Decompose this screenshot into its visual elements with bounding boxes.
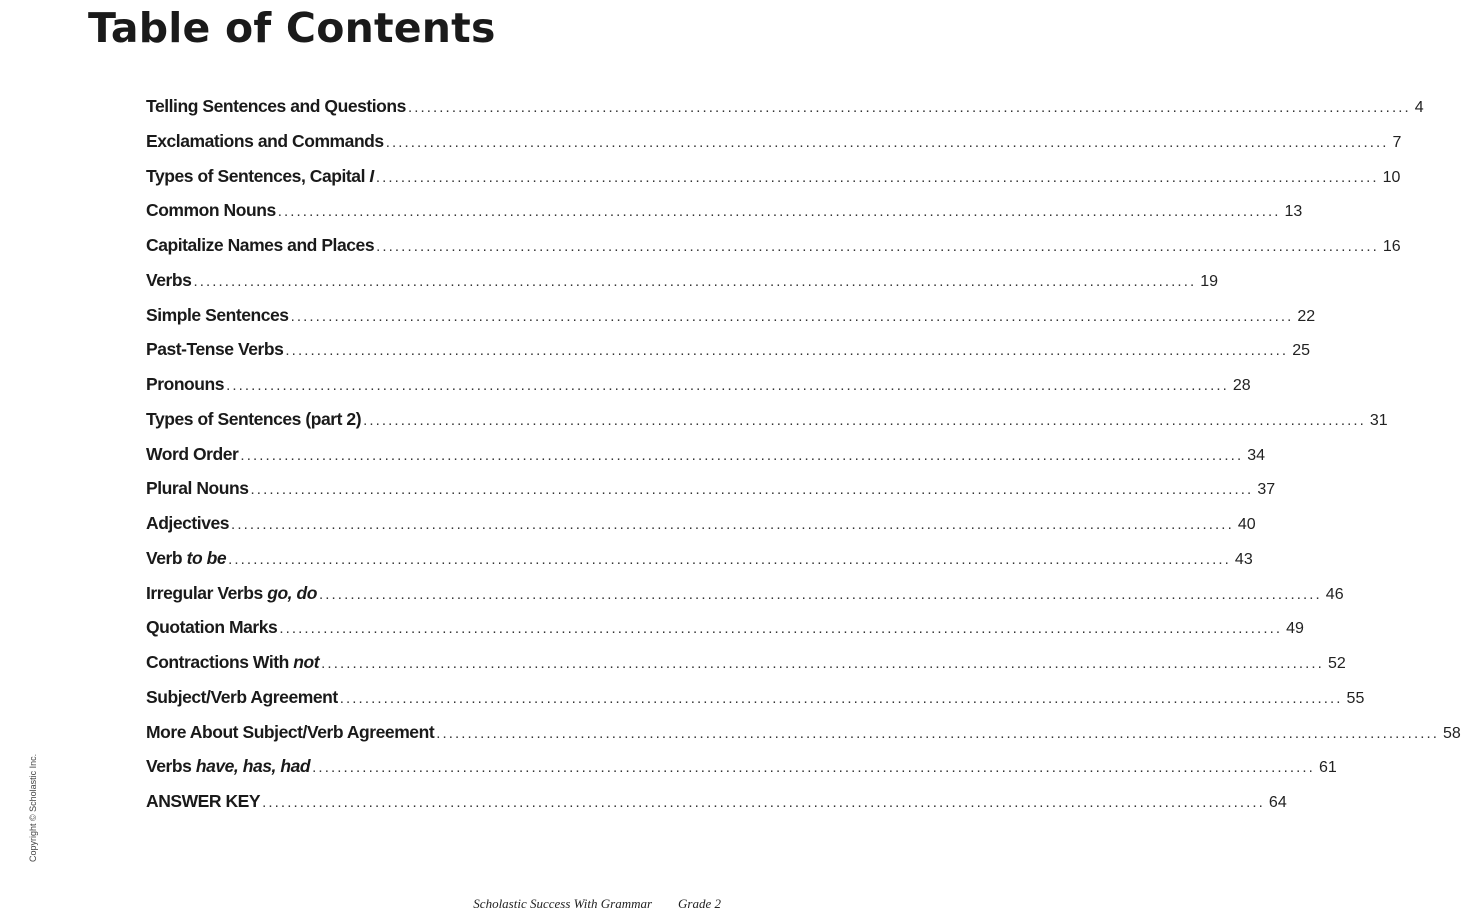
toc-page-number: 28: [1232, 377, 1251, 394]
dot-leader: ................................................................................................................................................................: [285, 342, 1289, 360]
toc-entry: [146, 652, 1346, 687]
toc-entry: [146, 443, 1266, 479]
footer-book-title: Scholastic Success With Grammar: [473, 896, 653, 911]
toc-page-number: 58: [1443, 724, 1461, 742]
toc-page-number: 64: [1268, 794, 1287, 811]
dot-leader: ................................................................................................................................................................: [228, 550, 1231, 568]
toc-page-number: 31: [1369, 411, 1388, 429]
dot-leader: ................................................................................................................................................................: [321, 655, 1324, 672]
toc-entry-title-text: Word Order: [146, 443, 239, 464]
toc-entry-title: [146, 409, 361, 430]
toc-entry-title-text: More About Subject/Verb Agreement: [146, 721, 435, 742]
toc-entry-title-text: Verbs: [146, 756, 196, 777]
toc-entry-title-text: Verb: [146, 547, 187, 568]
toc-page-number: 19: [1200, 272, 1219, 290]
toc-entry-title: [146, 791, 260, 812]
toc-page-number: 25: [1292, 342, 1310, 360]
toc-entry: [146, 339, 1310, 374]
toc-page-number: 22: [1297, 307, 1316, 325]
toc-entry-title-italic: go, do: [267, 582, 317, 603]
toc-entry: [146, 478, 1276, 513]
toc-page-number: 34: [1247, 446, 1266, 464]
dot-leader: ................................................................................................................................................................: [375, 168, 1379, 186]
toc-page-number: 16: [1382, 238, 1401, 255]
toc-page-number: 10: [1382, 168, 1401, 186]
toc-entry-title: [146, 513, 229, 534]
toc-page-number: 52: [1327, 655, 1346, 672]
toc-page-number: 37: [1257, 481, 1276, 499]
dot-leader: ................................................................................................................................................................: [339, 689, 1343, 707]
toc-entry-title: [146, 478, 249, 499]
dot-leader: ................................................................................................................................................................: [407, 99, 1411, 116]
dot-leader: ................................................................................................................................................................: [250, 481, 1254, 499]
toc-entry: [146, 304, 1316, 340]
toc-entry-title-text: Capitalize Names and Places: [146, 235, 375, 255]
toc-entry-title-text: Exclamations and Commands: [146, 130, 384, 151]
toc-entry-title: [146, 617, 277, 638]
toc-entry-title: [146, 722, 434, 743]
toc-entry: [146, 269, 1219, 305]
dot-leader: ................................................................................................................................................................: [363, 411, 1366, 429]
toc-entry-title: [146, 756, 310, 777]
dot-leader: ................................................................................................................................................................: [226, 377, 1229, 394]
toc-entry-title-text: Past-Tense Verbs: [146, 339, 284, 360]
dot-leader: ................................................................................................................................................................: [277, 203, 1281, 221]
footer-grade: Grade 2: [678, 896, 721, 911]
toc-entry: [146, 756, 1337, 791]
toc-entry: [146, 617, 1304, 652]
table-of-contents: [146, 96, 1461, 826]
toc-entry: [146, 165, 1401, 201]
toc-entry: [146, 130, 1402, 166]
toc-entry: [146, 513, 1256, 548]
toc-entry-title: [146, 652, 319, 673]
toc-entry: [146, 374, 1251, 409]
toc-entry: [146, 791, 1287, 826]
copyright-notice: Copyright © Scholastic Inc.: [28, 753, 38, 862]
toc-page-number: 49: [1286, 620, 1304, 638]
toc-entry: [146, 721, 1461, 757]
dot-leader: ................................................................................................................................................................: [436, 724, 1440, 742]
page-footer: [473, 896, 721, 912]
toc-entry-title: [146, 166, 374, 187]
toc-page-number: 46: [1325, 585, 1344, 603]
dot-leader: ................................................................................................................................................................: [376, 238, 1379, 255]
toc-entry-title-text: ANSWER KEY: [146, 791, 261, 811]
toc-page-number: 40: [1237, 516, 1256, 533]
dot-leader: ................................................................................................................................................................: [385, 133, 1389, 151]
toc-entry-title: [146, 444, 238, 465]
toc-entry-title: [146, 131, 384, 152]
dot-leader: ................................................................................................................................................................: [290, 307, 1294, 325]
dot-leader: ................................................................................................................................................................: [312, 759, 1315, 777]
toc-entry-title: [146, 374, 224, 395]
toc-entry: [146, 96, 1424, 131]
toc-entry-title: [146, 583, 317, 604]
toc-entry-title-text: Telling Sentences and Questions: [146, 96, 406, 116]
toc-entry-title: [146, 270, 191, 291]
toc-entry-title-text: Types of Sentences, Capital: [146, 165, 370, 186]
toc-entry-title-text: Common Nouns: [146, 200, 276, 221]
dot-leader: ................................................................................................................................................................: [240, 446, 1244, 464]
toc-page-number: 43: [1234, 550, 1253, 568]
toc-entry-title: [146, 200, 276, 221]
toc-entry-title: [146, 305, 289, 326]
dot-leader: ................................................................................................................................................................: [262, 794, 1265, 811]
toc-entry-title-italic: I: [369, 165, 374, 186]
toc-entry-title: [146, 687, 338, 708]
toc-page-number: 4: [1414, 99, 1424, 116]
toc-entry-title: [146, 548, 226, 569]
toc-page-number: 55: [1346, 689, 1365, 707]
toc-entry-title-text: Verbs: [146, 269, 192, 290]
toc-entry-title-text: Plural Nouns: [146, 478, 249, 499]
toc-entry: [146, 200, 1303, 235]
toc-entry: [146, 408, 1388, 444]
toc-entry-title-italic: not: [293, 652, 320, 672]
toc-entry-title-italic: have, has, had: [195, 756, 311, 777]
toc-entry: [146, 235, 1401, 270]
toc-entry-title-text: Subject/Verb Agreement: [146, 686, 338, 707]
page-title: Table of Contents: [88, 4, 496, 52]
toc-entry-title-text: Contractions With: [146, 652, 294, 672]
toc-entry-title-italic: to be: [186, 547, 227, 568]
toc-entry-title-text: Quotation Marks: [146, 617, 278, 638]
toc-entry: [146, 547, 1253, 583]
toc-entry-title-text: Types of Sentences (part 2): [146, 408, 362, 429]
toc-entry-title: [146, 235, 374, 256]
toc-page-number: 7: [1392, 133, 1402, 151]
toc-entry-title-text: Simple Sentences: [146, 304, 289, 325]
dot-leader: ................................................................................................................................................................: [319, 585, 1322, 603]
dot-leader: ................................................................................................................................................................: [193, 272, 1197, 290]
dot-leader: ................................................................................................................................................................: [231, 516, 1234, 533]
toc-entry-title-text: Pronouns: [146, 374, 225, 394]
toc-entry: [146, 582, 1344, 618]
toc-page-number: 13: [1284, 203, 1303, 221]
toc-entry-title: [146, 339, 283, 360]
dot-leader: ................................................................................................................................................................: [279, 620, 1283, 638]
toc-entry-title-text: Irregular Verbs: [146, 582, 268, 603]
toc-entry-title-text: Adjectives: [146, 513, 230, 533]
toc-page-number: 61: [1318, 759, 1337, 777]
toc-entry-title: [146, 96, 406, 117]
toc-entry: [146, 686, 1365, 722]
